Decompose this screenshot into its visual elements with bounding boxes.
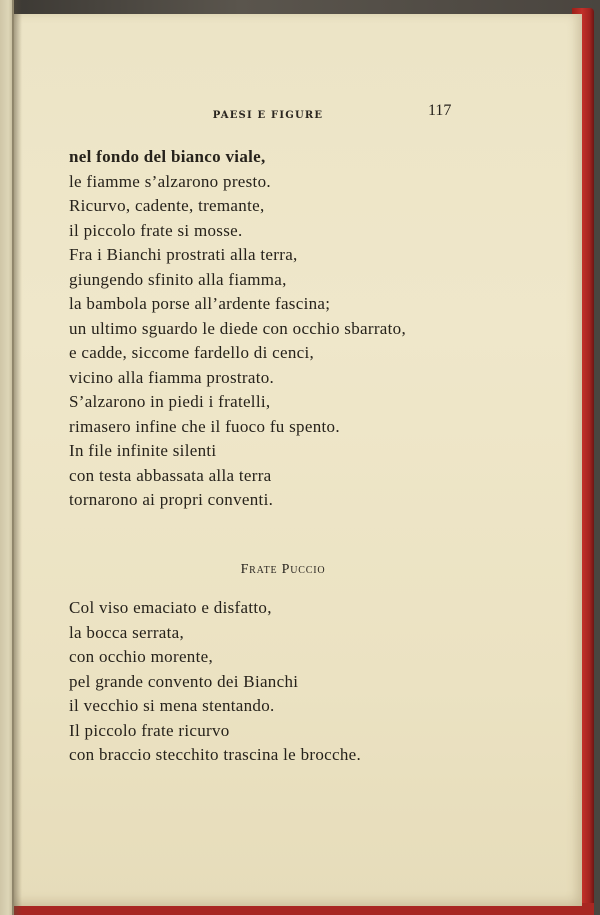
poem-line: Ricurvo, cadente, tremante, (69, 196, 265, 215)
poem-line: Col viso emaciato e disfatto, (69, 598, 272, 617)
poem-line: la bocca serrata, (69, 622, 185, 642)
poem-line: il vecchio si mena stentando. (69, 696, 275, 715)
poem-line: un ultimo sguardo le diede con occhio sbarrato, (69, 318, 407, 338)
poem-line: Fra i Bianchi prostrati alla terra, (69, 245, 298, 264)
poem-line: il piccolo frate si mosse. (69, 220, 243, 240)
poem-line: con braccio stecchito trascina le brocche. (69, 745, 362, 764)
poem-line: le fiamme s’alzarono presto. (69, 171, 271, 191)
poem-line: con testa abbassata alla terra (69, 465, 272, 485)
poem-line: la bambola porse all’ardente fascina; (69, 294, 331, 313)
page-number: 117 (428, 102, 452, 119)
poem-continued-lines (69, 145, 406, 513)
poem-line: pel grande convento dei Bianchi (69, 671, 299, 691)
section-title: Frate Puccio (240, 562, 326, 577)
poem-line: In file infinite silenti (69, 441, 217, 460)
frate-puccio-lines (69, 596, 361, 768)
poem-line: rimasero infine che il fuoco fu spento. (69, 416, 340, 436)
poem-line: Il piccolo frate ricurvo (69, 720, 230, 740)
poem-line: nel fondo del bianco viale, (69, 147, 266, 166)
poem-line: tornarono ai propri conventi. (69, 490, 274, 509)
poem-line: vicino alla fiamma prostrato. (69, 367, 275, 387)
poem-line: giungendo sfinito alla fiamma, (69, 269, 287, 289)
poem-line: con occhio morente, (69, 647, 214, 666)
spine-shadow (12, 0, 22, 915)
poem-line: e cadde, siccome fardello di cenci, (69, 343, 315, 362)
poem-line: S’alzarono in piedi i fratelli, (69, 392, 271, 411)
book-page (14, 14, 582, 906)
running-title: PAESI E FIGURE (212, 110, 324, 121)
